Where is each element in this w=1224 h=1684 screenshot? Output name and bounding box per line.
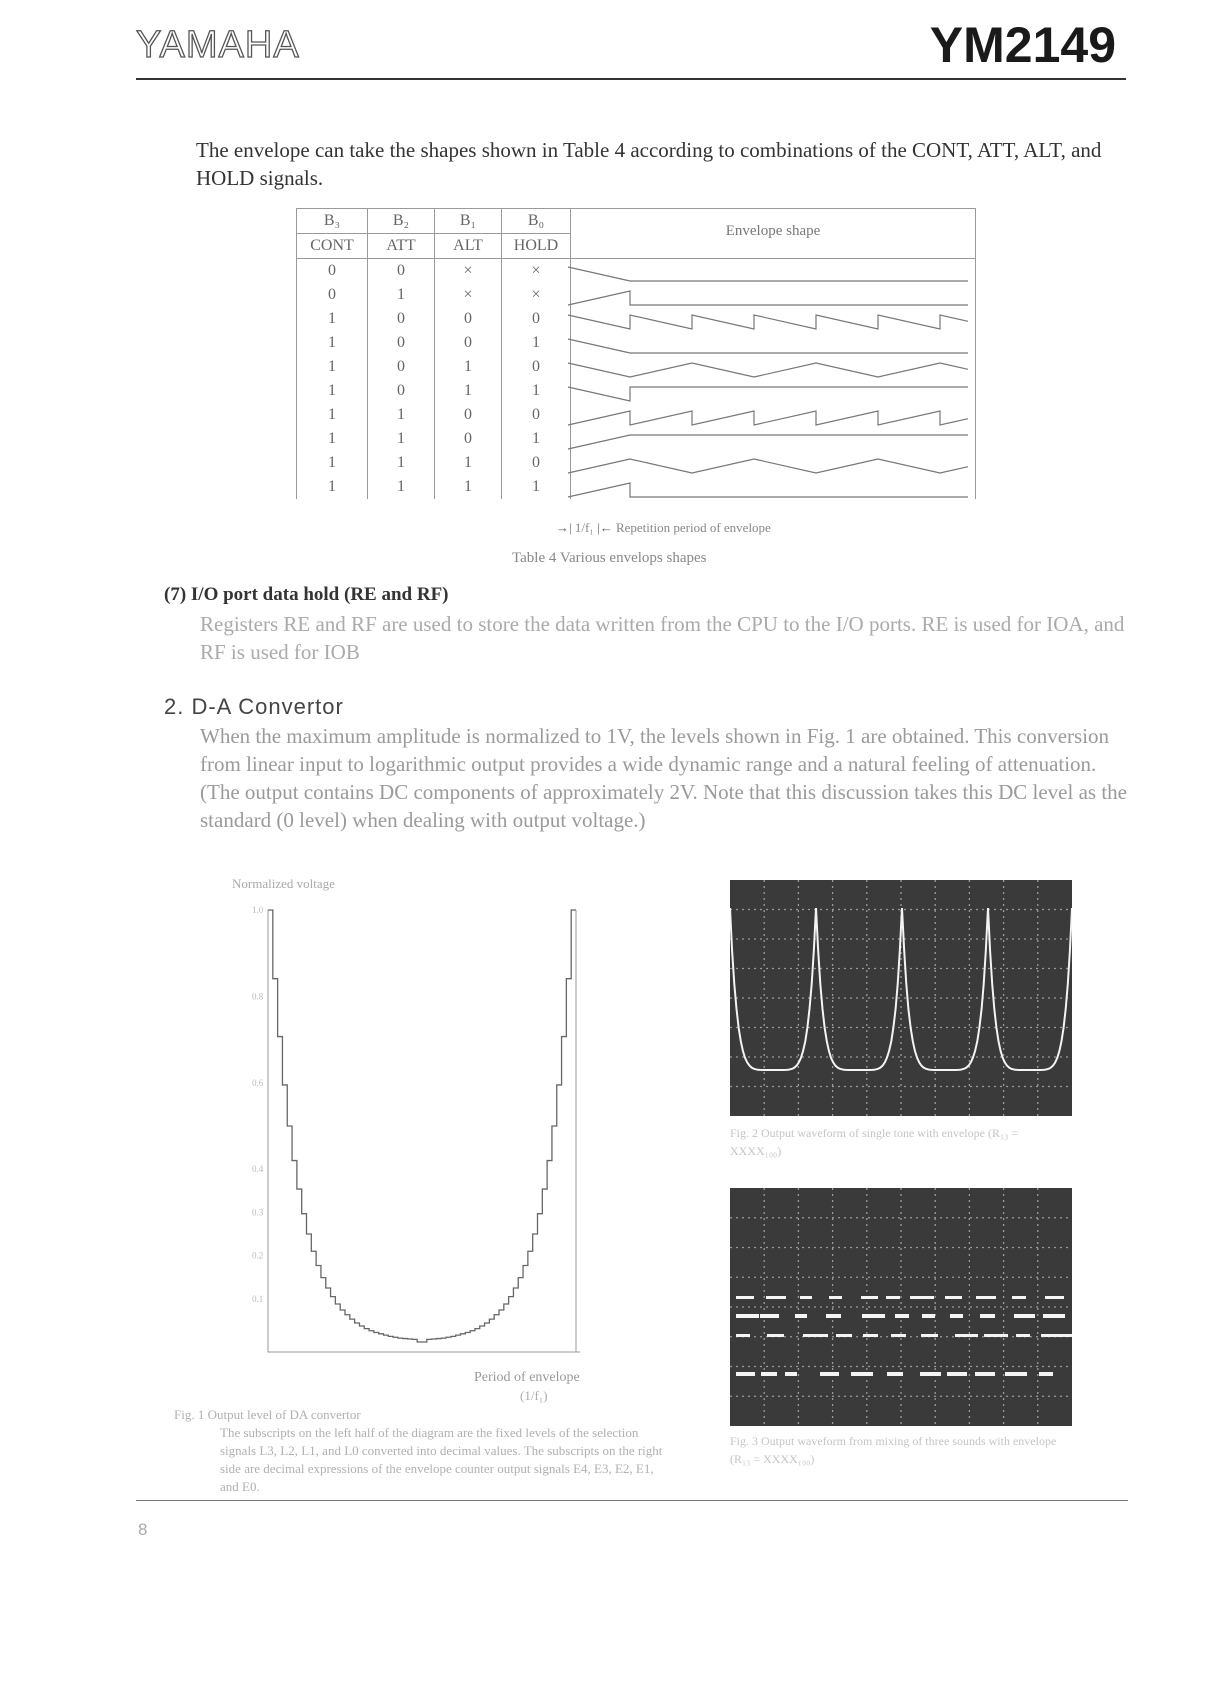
y-tick-label: 0.4 — [252, 1164, 264, 1175]
intro-paragraph: The envelope can take the shapes shown in Table 4 according to combinations of the CONT, ATT, ALT, and HOLD signals. — [196, 138, 1102, 190]
header-rule — [136, 78, 1126, 80]
waveform-segment — [736, 1314, 759, 1318]
table-cell: 0 — [502, 403, 571, 427]
table-cell: 0 — [502, 451, 571, 475]
envelope-shape-line — [568, 315, 968, 329]
table-cell: 1 — [502, 331, 571, 355]
waveform-segment — [803, 1334, 828, 1337]
waveform-segment — [1041, 1334, 1066, 1337]
part-number: YM2149 — [929, 17, 1116, 73]
table-cell: 1 — [502, 475, 571, 499]
da-output-chart — [250, 896, 610, 1366]
y-tick-label: 0.2 — [252, 1250, 264, 1261]
waveform-segment — [736, 1296, 754, 1299]
waveform-segment — [891, 1334, 906, 1337]
waveform-segment — [947, 1372, 967, 1376]
section-7-heading: (7) I/O port data hold (RE and RF) — [164, 584, 449, 605]
waveform-segment — [785, 1372, 797, 1376]
table-cell: 0 — [297, 259, 368, 284]
waveform-segment — [1012, 1296, 1026, 1299]
page-number: 8 — [138, 1520, 148, 1539]
table-cell: × — [502, 259, 571, 284]
table-cell: 1 — [502, 379, 571, 403]
y-tick-label: 0.6 — [252, 1077, 264, 1088]
waveform-segment — [984, 1334, 1008, 1337]
oscilloscope-photo-2 — [730, 1188, 1072, 1426]
table-cell: 1 — [435, 355, 502, 379]
table-cell: × — [435, 259, 502, 284]
waveform-segment — [820, 1372, 839, 1376]
envelope-shape-line — [568, 459, 968, 473]
waveform-segment — [1014, 1314, 1035, 1318]
waveform-segment — [767, 1334, 784, 1337]
table-cell: 0 — [502, 355, 571, 379]
envelope-shape-line — [568, 435, 968, 449]
table-cell: 1 — [435, 475, 502, 499]
fig3-caption: Fig. 3 Output waveform from mixing of three sounds with envelope (R₁₃ = XXXX₁₀₀) — [730, 1434, 1057, 1466]
header-bit: B₀ — [502, 209, 571, 234]
y-tick-label: 0.3 — [252, 1207, 264, 1218]
table-cell: × — [435, 283, 502, 307]
waveform-segment — [826, 1314, 841, 1318]
waveform-segment — [795, 1314, 807, 1318]
table-cell: 0 — [435, 403, 502, 427]
waveform-segment — [922, 1314, 935, 1318]
header-envelope-shape: Envelope shape — [571, 209, 976, 259]
waveform-segment — [955, 1334, 978, 1337]
waveform-segment — [976, 1296, 996, 1299]
header-signal: ALT — [435, 234, 502, 259]
header-signal: CONT — [297, 234, 368, 259]
table-cell: 0 — [435, 331, 502, 355]
table-cell: 0 — [368, 379, 435, 403]
waveform-segment — [836, 1334, 852, 1337]
table-cell: 0 — [435, 427, 502, 451]
waveform-segment — [1005, 1372, 1027, 1376]
x-axis-label: Period of envelope — [474, 1370, 580, 1385]
waveform-segment — [1016, 1334, 1030, 1337]
header-bit: B₁ — [435, 209, 502, 234]
y-tick-label: 0.8 — [252, 991, 264, 1002]
envelope-shape-line — [568, 387, 968, 401]
table-cell: 1 — [297, 355, 368, 379]
table-cell: 1 — [502, 427, 571, 451]
table-cell: 1 — [297, 403, 368, 427]
waveform-segment — [736, 1334, 750, 1337]
footer-rule — [136, 1500, 1128, 1501]
fig2-caption: Fig. 2 Output waveform of single tone with envelope (R₁₃ = XXXX₁₀₀) — [730, 1126, 1019, 1158]
waveform-segment — [1039, 1372, 1053, 1376]
waveform-segment — [920, 1372, 941, 1376]
period-value: 1/f₁ — [574, 520, 594, 535]
y-axis-label: Normalized voltage — [232, 876, 335, 891]
period-note: Repetition period of envelope — [615, 520, 771, 535]
y-tick-label: 0.1 — [252, 1293, 264, 1304]
section-2-heading: 2. D-A Convertor — [164, 694, 344, 719]
single-tone-waveform — [730, 880, 1072, 1116]
table-cell: 0 — [297, 283, 368, 307]
waveform-segment — [861, 1296, 878, 1299]
fig1-description: The subscripts on the left half of the diagram are the fixed levels of the selection signals L3, L2, L1, and L0 converted into decimal values. The subscripts on the right side are decimal expressions of the envelope counter output signals E4, E3, E2, E1, and E0. — [220, 1425, 663, 1494]
envelope-shape-line — [568, 363, 968, 377]
table-cell: 0 — [435, 307, 502, 331]
waveform-segment — [736, 1372, 755, 1376]
table-cell: 0 — [502, 307, 571, 331]
table-cell: 1 — [297, 307, 368, 331]
header-bit: B₃ — [297, 209, 368, 234]
table-caption: Table 4 Various envelops shapes — [512, 550, 707, 566]
table-cell: 0 — [368, 331, 435, 355]
envelope-shape-line — [568, 483, 968, 497]
table-cell: × — [502, 283, 571, 307]
waveform-segment — [829, 1296, 842, 1299]
envelope-shape-line — [568, 339, 968, 353]
waveform-segment — [950, 1314, 963, 1318]
waveform-segment — [863, 1334, 878, 1337]
table-header-bits — [297, 209, 976, 234]
envelope-shape-line — [568, 267, 968, 281]
waveform-segment — [975, 1372, 995, 1376]
table-cell: 0 — [368, 307, 435, 331]
envelope-shape-line — [568, 411, 968, 425]
table-cell: 1 — [435, 451, 502, 475]
section-7-body: Registers RE and RF are used to store the data written from the CPU to the I/O ports. RE is used for IOA, and RF is used for IOB — [200, 612, 1125, 664]
oscilloscope-photo-1 — [730, 880, 1072, 1116]
envelope-shape-line — [568, 291, 968, 305]
waveform-segment — [910, 1296, 934, 1299]
waveform-segment — [761, 1372, 777, 1376]
waveform-segment — [945, 1296, 962, 1299]
fig1-caption — [174, 1406, 674, 1496]
fig1-title: Fig. 1 Output level of DA convertor — [174, 1407, 361, 1422]
table-cell: 1 — [297, 379, 368, 403]
waveform-segment — [887, 1372, 903, 1376]
table-cell: 0 — [368, 355, 435, 379]
header-bit: B₂ — [368, 209, 435, 234]
chart-axes — [268, 910, 580, 1352]
table-cell: 0 — [368, 259, 435, 284]
brand-logo: YAMAHA — [136, 24, 300, 66]
waveform-segment — [1045, 1296, 1064, 1299]
table-cell: 1 — [368, 451, 435, 475]
y-tick-label: 1.0 — [252, 905, 264, 915]
header-signal: HOLD — [502, 234, 571, 259]
waveform-segment — [1043, 1314, 1065, 1318]
waveform-segment — [895, 1314, 909, 1318]
table-cell: 1 — [368, 427, 435, 451]
repetition-period-label: →| 1/f₁ |← Repetition period of envelope — [556, 520, 771, 535]
x-axis-unit: (1/f₁) — [520, 1388, 548, 1403]
waveform-segment — [800, 1296, 812, 1299]
table-cell: 1 — [368, 283, 435, 307]
waveform-segment — [1065, 1334, 1072, 1337]
waveform-segment — [886, 1296, 900, 1299]
waveform-segment — [760, 1314, 779, 1318]
waveform-segment — [980, 1314, 995, 1318]
header-signal: ATT — [368, 234, 435, 259]
table-cell: 1 — [297, 475, 368, 499]
table-cell: 1 — [297, 427, 368, 451]
table-cell: 1 — [368, 403, 435, 427]
table-cell: 1 — [297, 331, 368, 355]
section-2-body: When the maximum amplitude is normalized to 1V, the levels shown in Fig. 1 are obtained. This conversion from linear input to logarithmic output provides a wide dynamic range and a natural feeling of attenuation. (The output contains DC components of approximately 2V. Note that this discussion takes this DC level as the standard (0 level) when dealing with output voltage.) — [200, 724, 1127, 832]
waveform-segment — [921, 1334, 938, 1337]
mixed-sound-waveform — [730, 1188, 1072, 1426]
waveform-segment — [862, 1314, 885, 1318]
output-level-line — [268, 910, 576, 1342]
waveform-segment — [766, 1296, 786, 1299]
table-cell: 1 — [435, 379, 502, 403]
table-cell: 1 — [297, 451, 368, 475]
envelope-shapes-diagram — [566, 262, 970, 522]
waveform-segment — [851, 1372, 873, 1376]
table-cell: 1 — [368, 475, 435, 499]
